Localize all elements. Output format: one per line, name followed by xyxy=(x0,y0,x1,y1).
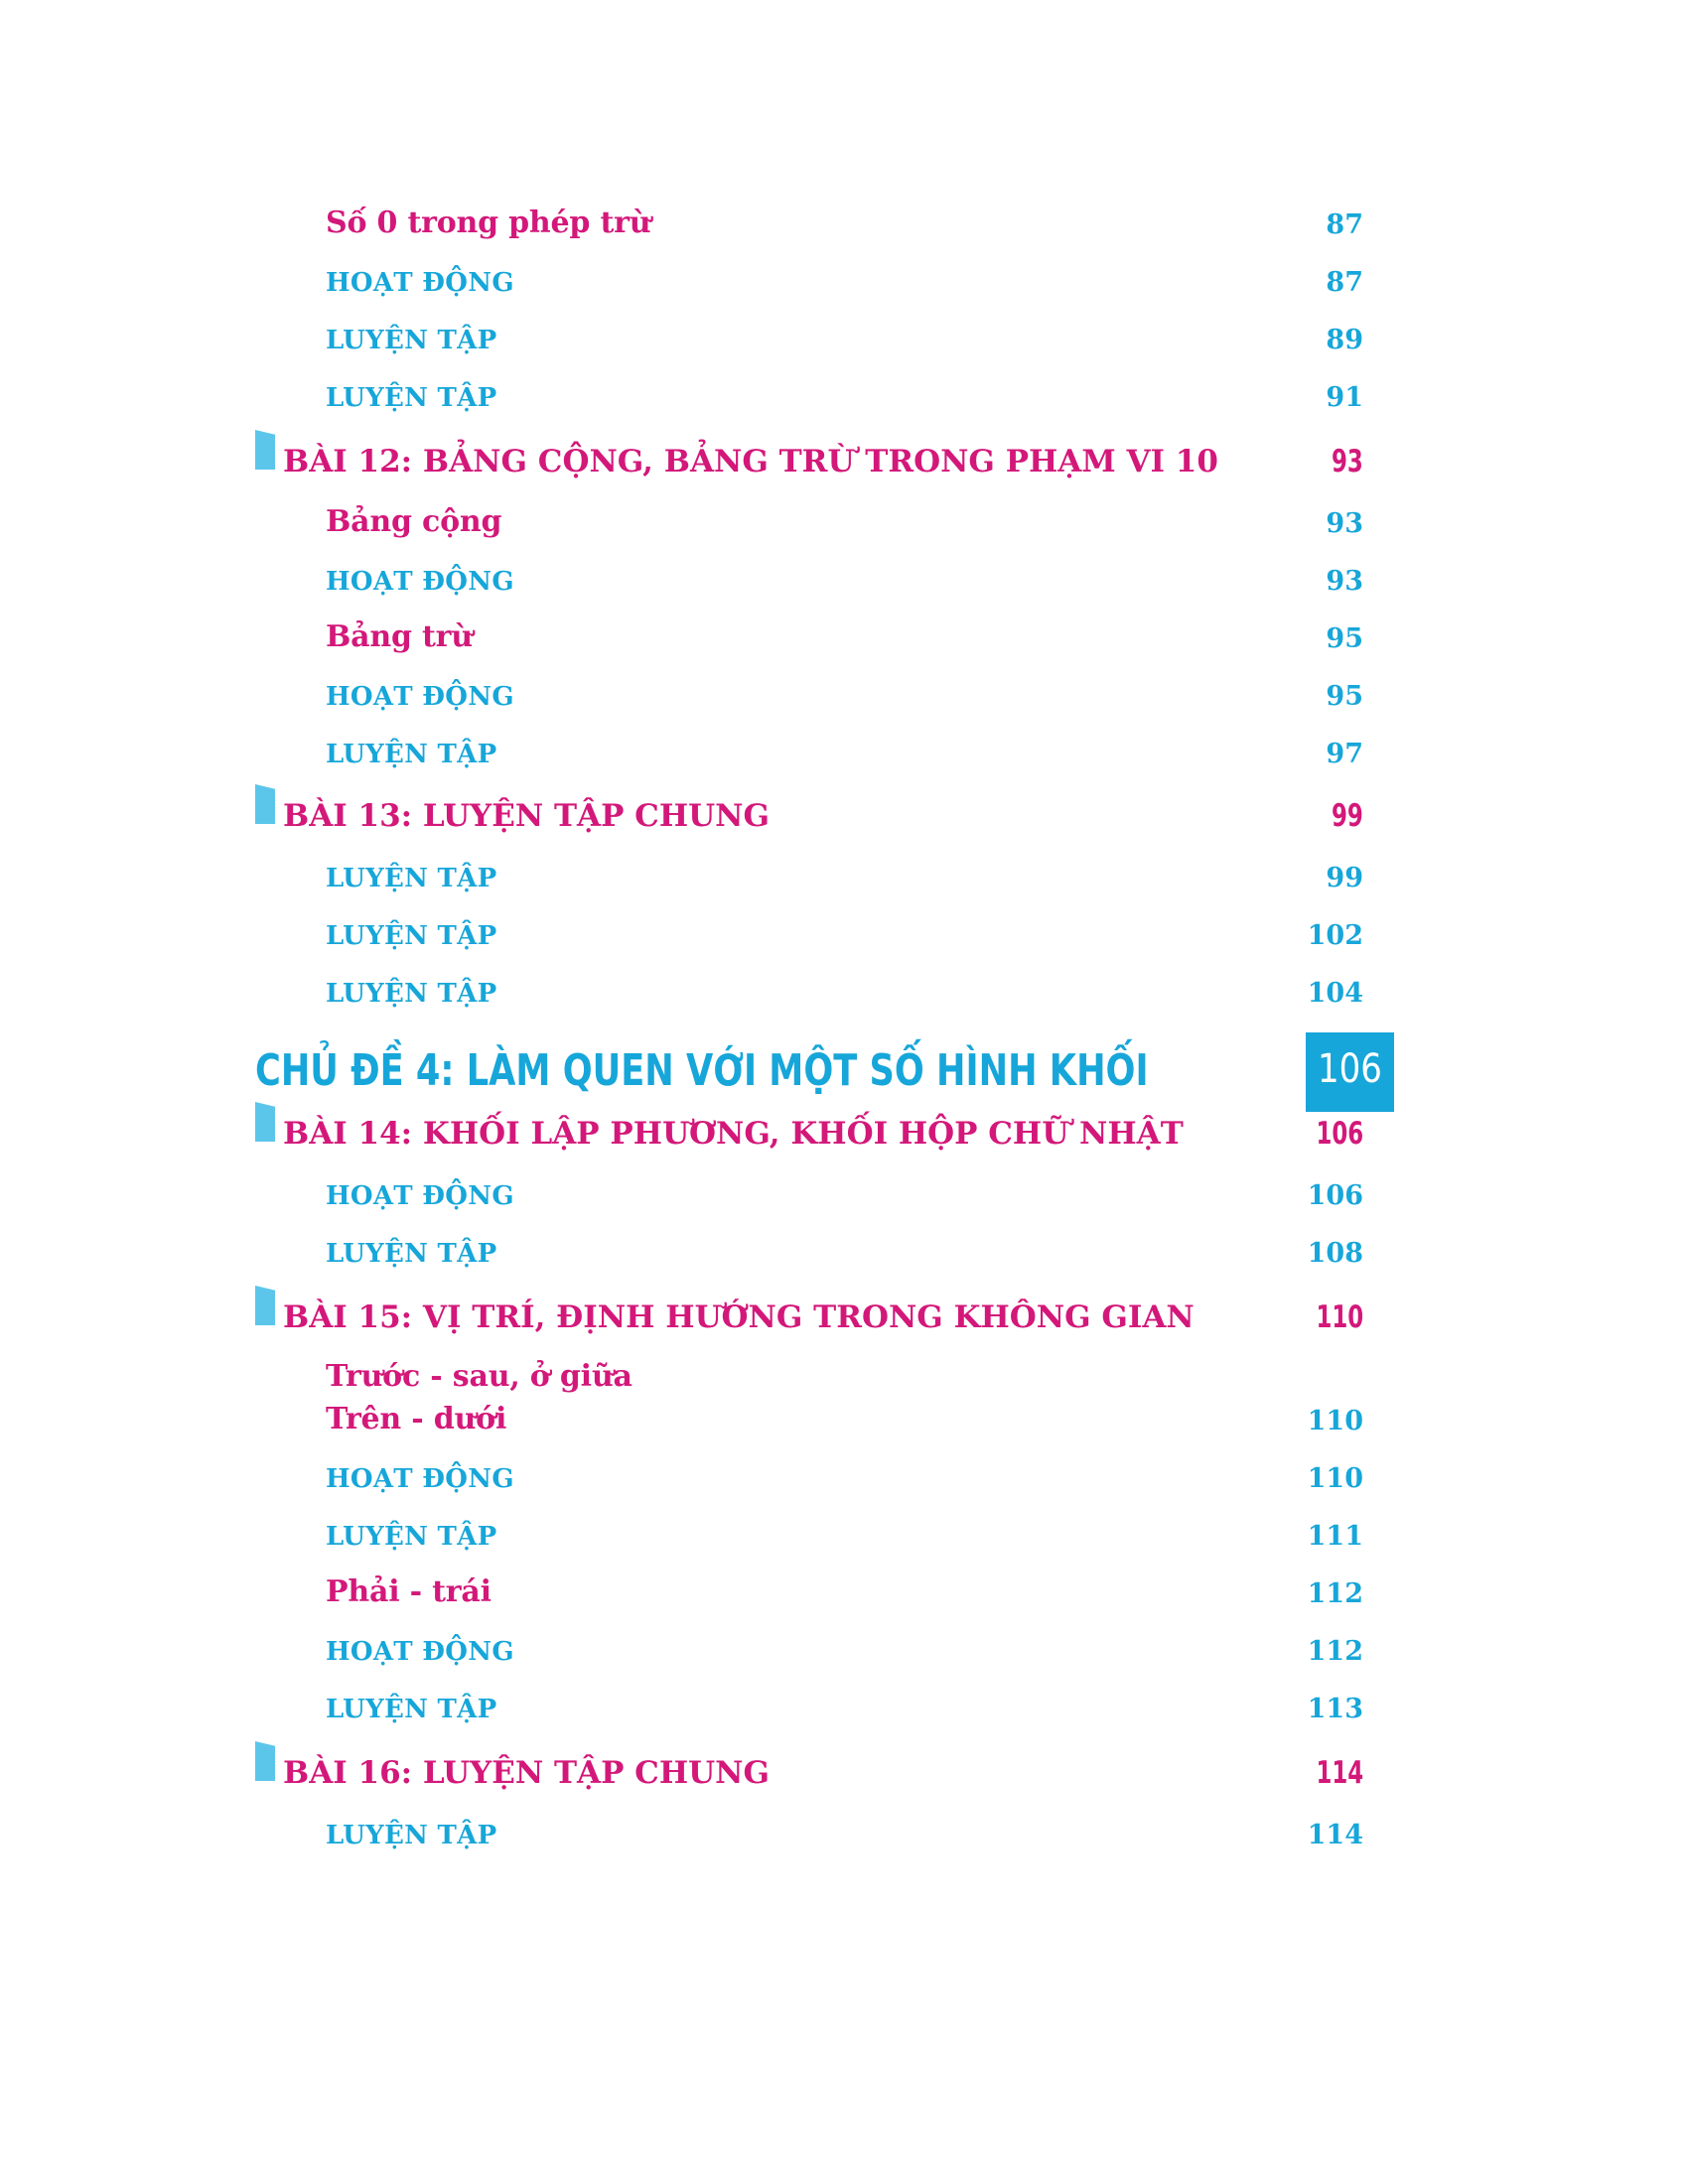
entry-page-number: 106 xyxy=(1316,1116,1363,1152)
entry-title: LUYỆN TẬP xyxy=(326,1695,497,1724)
lesson-entry xyxy=(0,1739,1688,1799)
activity-entry xyxy=(0,899,1688,959)
entry-title: LUYỆN TẬP xyxy=(326,383,497,413)
entry-page-number: 113 xyxy=(1307,1694,1363,1724)
entry-page-number: 99 xyxy=(1326,863,1363,893)
activity-entry xyxy=(0,1442,1688,1502)
entry-title: LUYỆN TẬP xyxy=(326,864,497,893)
activity-entry xyxy=(0,1799,1688,1858)
entry-page-number: 112 xyxy=(1307,1636,1363,1667)
bookmark-marker-icon xyxy=(255,1102,275,1142)
subsection-entry xyxy=(0,1385,1688,1444)
entry-page-number: 87 xyxy=(1326,267,1363,298)
entry-page-number: 87 xyxy=(1326,209,1363,240)
subsection-entry xyxy=(0,487,1688,547)
entry-title: LUYỆN TẬP xyxy=(326,1522,497,1552)
entry-page-number: 99 xyxy=(1332,798,1363,834)
bookmark-marker-icon xyxy=(255,1286,275,1325)
entry-title: Phải - trái xyxy=(326,1574,492,1609)
bookmark-marker-icon xyxy=(255,430,275,470)
activity-entry xyxy=(0,1673,1688,1732)
entry-title: Trước - sau, ở giữa xyxy=(326,1359,633,1394)
activity-entry xyxy=(0,718,1688,777)
activity-entry xyxy=(0,1615,1688,1675)
entry-page-number: 95 xyxy=(1326,623,1363,654)
activity-entry xyxy=(0,545,1688,605)
entry-page-number: 89 xyxy=(1326,325,1363,355)
entry-title: Bảng cộng xyxy=(326,504,502,539)
lesson-entry xyxy=(0,1284,1688,1343)
activity-entry xyxy=(0,1500,1688,1560)
entry-page-number: 102 xyxy=(1307,920,1363,951)
entry-title: Số 0 trong phép trừ xyxy=(326,205,651,240)
bookmark-marker-icon xyxy=(255,1741,275,1781)
entry-title: BÀI 14: KHỐI LẬP PHƯƠNG, KHỐI HỘP CHỮ NHẬT xyxy=(283,1116,1184,1152)
subsection-entry xyxy=(0,603,1688,662)
activity-entry xyxy=(0,842,1688,901)
entry-page-number: 112 xyxy=(1307,1578,1363,1609)
activity-entry xyxy=(0,304,1688,363)
entry-page-number: 110 xyxy=(1316,1299,1363,1335)
entry-page-number: 93 xyxy=(1326,508,1363,539)
entry-title: LUYỆN TẬP xyxy=(326,1239,497,1269)
activity-entry xyxy=(0,660,1688,720)
entry-title: LUYỆN TẬP xyxy=(326,326,497,355)
entry-page-number: 110 xyxy=(1307,1406,1363,1436)
entry-title: HOẠT ĐỘNG xyxy=(326,268,514,298)
subsection-entry xyxy=(0,189,1688,248)
entry-title: LUYỆN TẬP xyxy=(326,979,497,1009)
entry-title: HOẠT ĐỘNG xyxy=(326,567,514,597)
activity-entry xyxy=(0,361,1688,421)
subsection-entry xyxy=(0,1558,1688,1617)
entry-page-number: 108 xyxy=(1307,1238,1363,1269)
entry-title: LUYỆN TẬP xyxy=(326,921,497,951)
entry-page-number: 91 xyxy=(1326,382,1363,413)
chapter-title: CHỦ ĐỀ 4: LÀM QUEN VỚI MỘT SỐ HÌNH KHỐI xyxy=(255,1045,1149,1096)
entry-title: BÀI 16: LUYỆN TẬP CHUNG xyxy=(283,1755,770,1791)
entry-title: HOẠT ĐỘNG xyxy=(326,1637,514,1667)
activity-entry xyxy=(0,957,1688,1017)
entry-title: BÀI 15: VỊ TRÍ, ĐỊNH HƯỚNG TRONG KHÔNG GIAN xyxy=(283,1299,1195,1335)
entry-page-number: 97 xyxy=(1326,739,1363,769)
activity-entry xyxy=(0,1217,1688,1277)
entry-title: LUYỆN TẬP xyxy=(326,740,497,769)
bookmark-marker-icon xyxy=(255,784,275,824)
entry-page-number: 114 xyxy=(1316,1755,1363,1791)
activity-entry xyxy=(0,246,1688,306)
entry-title: BÀI 13: LUYỆN TẬP CHUNG xyxy=(283,798,770,834)
entry-title: Trên - dưới xyxy=(326,1402,507,1436)
lesson-entry xyxy=(0,1100,1688,1160)
chapter-page-number: 106 xyxy=(1318,1046,1382,1092)
entry-title: HOẠT ĐỘNG xyxy=(326,1181,514,1211)
lesson-entry xyxy=(0,428,1688,487)
entry-page-number: 110 xyxy=(1307,1463,1363,1494)
entry-page-number: 111 xyxy=(1307,1521,1363,1552)
entry-title: LUYỆN TẬP xyxy=(326,1821,497,1850)
entry-title: BÀI 12: BẢNG CỘNG, BẢNG TRỪ TRONG PHẠM VI 10 xyxy=(283,444,1218,479)
entry-page-number: 93 xyxy=(1326,566,1363,597)
entry-page-number: 114 xyxy=(1307,1820,1363,1850)
entry-page-number: 95 xyxy=(1326,681,1363,712)
lesson-entry xyxy=(0,782,1688,842)
entry-page-number: 93 xyxy=(1332,444,1363,479)
entry-title: HOẠT ĐỘNG xyxy=(326,1464,514,1494)
activity-entry xyxy=(0,1160,1688,1219)
entry-page-number: 104 xyxy=(1307,978,1363,1009)
entry-page-number: 106 xyxy=(1307,1180,1363,1211)
entry-title: HOẠT ĐỘNG xyxy=(326,682,514,712)
entry-title: Bảng trừ xyxy=(326,619,473,654)
